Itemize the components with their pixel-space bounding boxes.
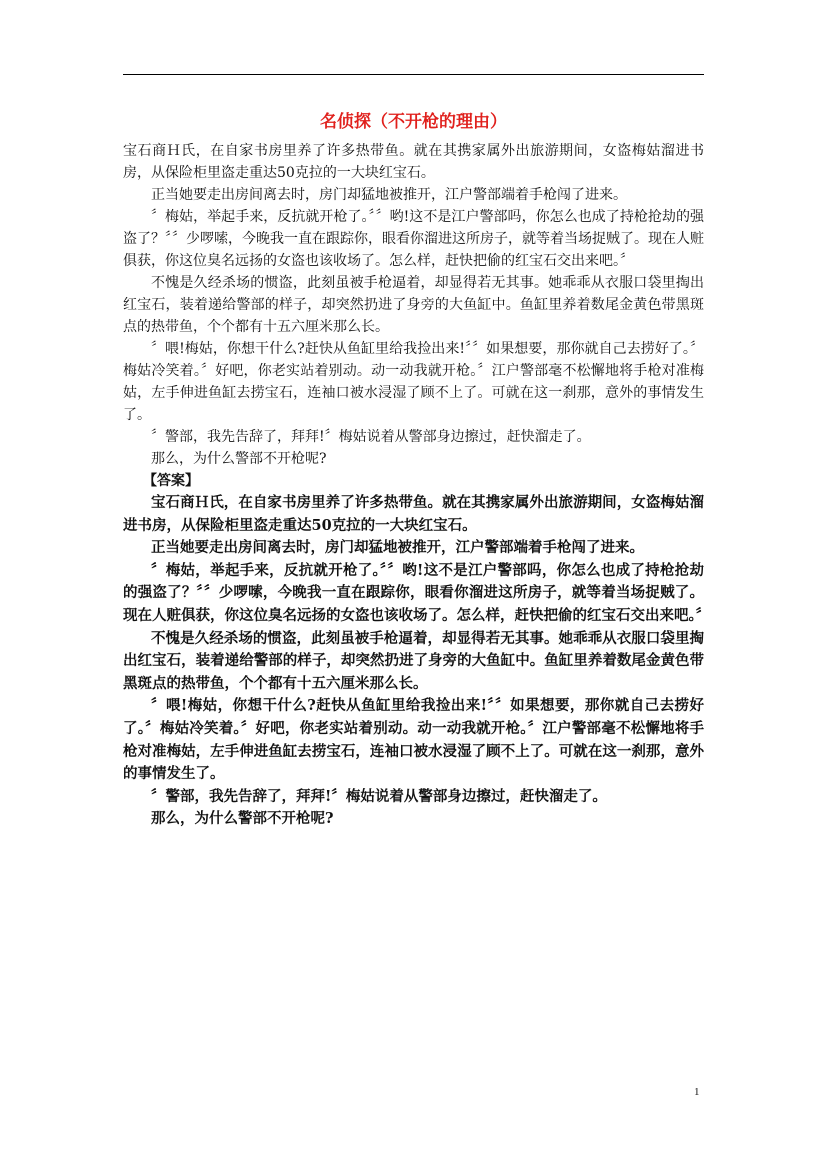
page-number: 1 (694, 1086, 700, 1098)
document-body (123, 104, 711, 831)
question-paragraph: 〞梅姑，举起手来，反抗就开枪了。〞〞哟!这不是江户警部吗，你怎么也成了持枪抢劫的强盗了？〞〞少啰嗦，今晚我一直在跟踪你，眼看你溜进这所房子，就等着当场捉贼了。现在人赃俱获，你这位臭名远扬的女盗也该收场了。怎么样，赶快把偷的红宝石交出来吧。〞 (123, 209, 704, 269)
question-paragraph: 正当她要走出房间离去时，房门却猛地被推开，江户警部端着手枪闯了进来。 (151, 187, 627, 203)
answer-paragraph: 那么，为什么警部不开枪呢? (151, 810, 334, 828)
question-section (123, 140, 704, 470)
header-rule (123, 74, 704, 75)
question-paragraph: 宝石商Ｈ氏，在自家书房里养了许多热带鱼。就在其携家属外出旅游期间，女盗梅姑溜进书房，从保险柜里盗走重达50克拉的一大块红宝石。 (123, 143, 704, 181)
answer-section (123, 492, 711, 831)
answer-paragraph: 〞梅姑，举起手来，反抗就开枪了。〞〞哟!这不是江户警部吗，你怎么也成了持枪抢劫的强盗了？〞〞少啰嗦，今晚我一直在跟踪你，眼看你溜进这所房子，就等着当场捉贼了。现在人赃俱获，你这位臭名远扬的女盗也该收场了。怎么样，赶快把偷的红宝石交出来吧。〞 (123, 561, 711, 624)
answer-heading: 【答案】 (143, 473, 199, 489)
answer-paragraph: 正当她要走出房间离去时，房门却猛地被推开，江户警部端着手枪闯了进来。 (151, 539, 644, 557)
question-paragraph: 〞警部，我先告辞了，拜拜!〞梅姑说着从警部身边擦过，赶快溜走了。 (151, 429, 591, 445)
question-paragraph: 那么，为什么警部不开枪呢? (151, 451, 327, 467)
answer-paragraph: 不愧是久经杀场的惯盗，此刻虽被手枪逼着，却显得若无其事。她乖乖从衣服口袋里掏出红宝石，装着递给警部的样子，却突然扔进了身旁的大鱼缸中。鱼缸里养着数尾金黄色带黑斑点的热带鱼，个个都有十五六厘米那么长。 (123, 629, 704, 692)
question-paragraph: 〞喂!梅姑，你想干什么?赶快从鱼缸里给我捡出来!〞〞如果想要，那你就自己去捞好了。〞梅姑冷笑着。〞好吧，你老实站着别动。动一动我就开枪。〞江户警部毫不松懈地将手枪对准梅姑，左手伸进鱼缸去捞宝石，连袖口被水浸湿了顾不上了。可就在这一刹那，意外的事情发生了。 (123, 341, 704, 423)
answer-paragraph: 宝石商Ｈ氏，在自家书房里养了许多热带鱼。就在其携家属外出旅游期间，女盗梅姑溜进书房，从保险柜里盗走重达50克拉的一大块红宝石。 (123, 494, 704, 534)
document-title: 名侦探（不开枪的理由） (320, 112, 507, 132)
question-paragraph: 不愧是久经杀场的惯盗，此刻虽被手枪逼着，却显得若无其事。她乖乖从衣服口袋里掏出红宝石，装着递给警部的样子，却突然扔进了身旁的大鱼缸中。鱼缸里养着数尾金黄色带黑斑点的热带鱼，个个都有十五六厘米那么长。 (123, 275, 704, 335)
answer-paragraph: 〞警部，我先告辞了，拜拜!〞梅姑说着从警部身边擦过，赶快溜走了。 (151, 787, 607, 805)
answer-paragraph: 〞喂!梅姑，你想干什么?赶快从鱼缸里给我捡出来!〞〞如果想要，那你就自己去捞好了。〞梅姑冷笑着。〞好吧，你老实站着别动。动一动我就开枪。〞江户警部毫不松懈地将手枪对准梅姑，左手伸进鱼缸去捞宝石，连袖口被水浸湿了顾不上了。可就在这一刹那，意外的事情发生了。 (123, 697, 704, 783)
